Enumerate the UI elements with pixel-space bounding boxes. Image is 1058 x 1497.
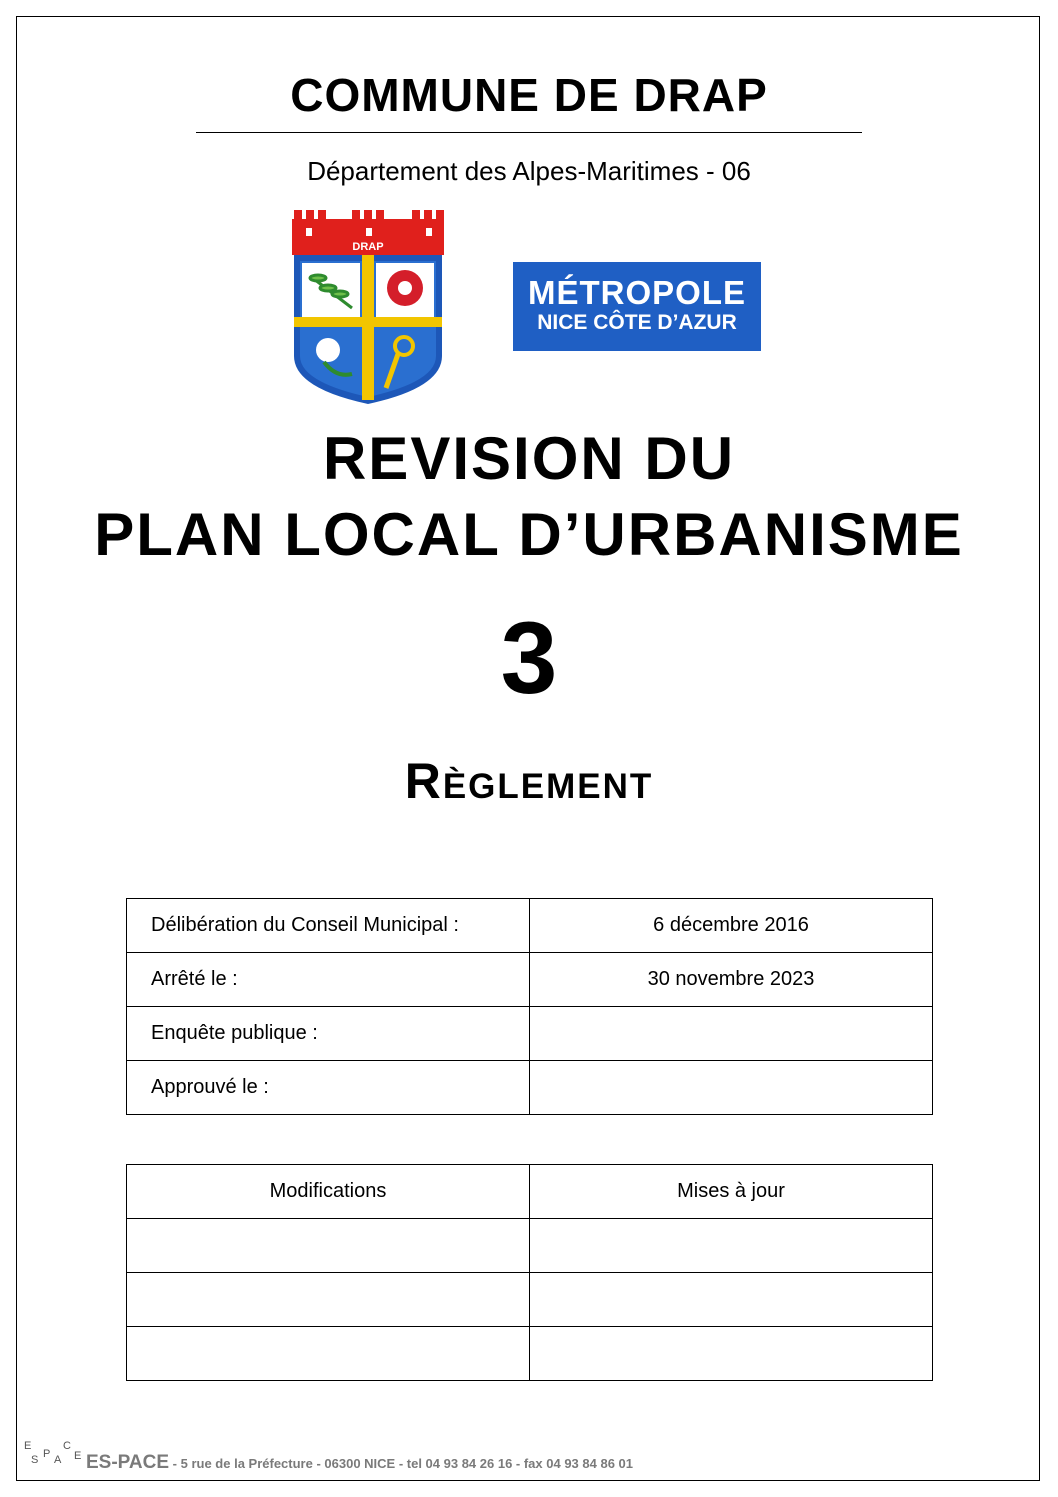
document-title-line2: PLAN LOCAL D’URBANISME (94, 501, 964, 568)
header-divider (196, 132, 862, 133)
table-row (127, 1327, 933, 1381)
footer-address: - 5 rue de la Préfecture - 06300 NICE - tel 04 93 84 26 16 - fax 04 93 84 86 01 (169, 1456, 633, 1471)
commune-title: COMMUNE DE DRAP (290, 69, 768, 121)
document-title-line1: REVISION DU (322, 425, 736, 492)
row-label: Enquête publique : (127, 1007, 530, 1061)
table-row (127, 1061, 933, 1115)
table-row (127, 1007, 933, 1061)
drap-crest-logo (288, 206, 448, 406)
row-label: Approuvé le : (127, 1061, 530, 1115)
header-modifications: Modifications (127, 1165, 530, 1219)
document-subtitle: Règlement (404, 753, 654, 809)
table-row (127, 899, 933, 953)
footer (24, 1438, 824, 1474)
footer-brand: ES-PACE (86, 1452, 170, 1473)
table-cell (127, 1219, 530, 1273)
espace-logo: E S P A C E (24, 1440, 82, 1466)
table-cell (127, 1273, 530, 1327)
table-header-row (127, 1165, 933, 1219)
table-cell (530, 1273, 933, 1327)
row-value: 6 décembre 2016 (530, 899, 933, 953)
table-row (127, 1219, 933, 1273)
table-cell (127, 1327, 530, 1381)
metropole-line2: NICE CÔTE D’AZUR (537, 311, 737, 334)
metropole-line1: MÉTROPOLE (527, 274, 746, 311)
procedure-table (126, 898, 933, 1115)
document-number: 3 (500, 601, 558, 715)
row-value: 30 novembre 2023 (530, 953, 933, 1007)
footer-contact (86, 1452, 633, 1474)
row-value (530, 1007, 933, 1061)
table-row (127, 953, 933, 1007)
department-subtitle: Département des Alpes-Maritimes - 06 (307, 156, 751, 186)
modifications-table (126, 1164, 933, 1381)
crest-label: DRAP (352, 241, 384, 253)
row-label: Délibération du Conseil Municipal : (127, 899, 530, 953)
row-label: Arrêté le : (127, 953, 530, 1007)
header-mises-a-jour: Mises à jour (530, 1165, 933, 1219)
metropole-logo (513, 262, 761, 351)
table-cell (530, 1327, 933, 1381)
row-value (530, 1061, 933, 1115)
table-row (127, 1273, 933, 1327)
table-cell (530, 1219, 933, 1273)
